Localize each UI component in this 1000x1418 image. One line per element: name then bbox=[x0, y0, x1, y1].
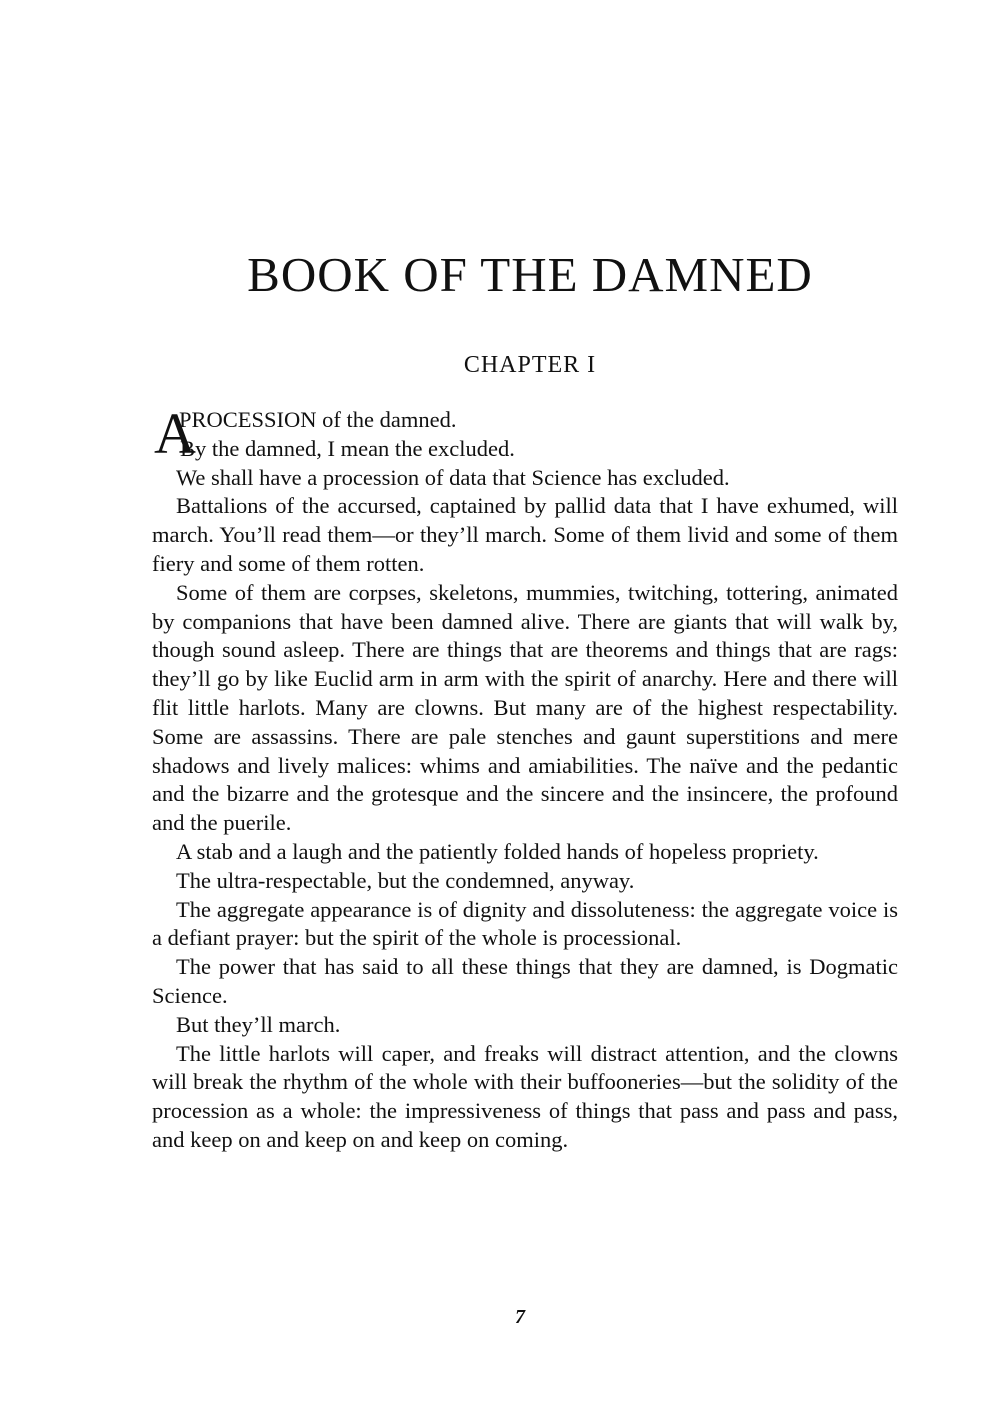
paragraph: The ultra-respectable, but the condemned, anyway. bbox=[176, 867, 635, 893]
paragraph: A stab and a laugh and the patiently folded hands of hopeless propriety. bbox=[176, 838, 819, 864]
body-text bbox=[152, 401, 898, 1155]
chapter-heading: CHAPTER I bbox=[463, 352, 597, 378]
paragraph: By the damned, I mean the excluded. bbox=[180, 435, 515, 461]
book-title: BOOK OF THE DAMNED bbox=[247, 247, 813, 302]
paragraph: The aggregate appearance is of dignity and dissoluteness: the aggregate voice is a defiant prayer: but the spirit of the whole is processional. bbox=[152, 896, 898, 951]
paragraph: Battalions of the accursed, captained by pallid data that I have exhumed, will march. You’ll read them—or they’ll march. Some of them livid and some of them fiery and some of them rotten. bbox=[152, 493, 898, 576]
paragraph: The power that has said to all these things that they are damned, is Dogmatic Science. bbox=[152, 954, 898, 1008]
opening-line: PROCESSION of the damned. bbox=[179, 407, 457, 432]
page-number: 7 bbox=[515, 1306, 525, 1328]
paragraph: We shall have a procession of data that Science has excluded. bbox=[176, 464, 730, 490]
paragraph: But they’ll march. bbox=[176, 1011, 341, 1037]
paragraph: Some of them are corpses, skeletons, mummies, twitching, tottering, animated by companions that have been damned alive. There are giants that will walk by, though sound asleep. There are things that are theorems and things that are rags: they’ll go by like Euclid arm in arm with the spirit of anarchy. Here and there will flit little harlots. Many are clowns. But many are of the highest respectability. Some are assassins. There are pale stenches and gaunt superstitions and mere shadows and lively malices: whims and amiabilities. The naïve and the pedantic and the bizarre and the grotesque and the sincere and the insincere, the profound and the puerile. bbox=[152, 579, 898, 836]
paragraph: The little harlots will caper, and freaks will distract attention, and the clowns will break the rhythm of the whole with their buffooneries—but the solidity of the procession as a whole: the impressiveness of things that pass and pass and pass, and keep on and keep on and keep on coming. bbox=[152, 1040, 898, 1152]
drop-cap: A bbox=[154, 401, 196, 466]
